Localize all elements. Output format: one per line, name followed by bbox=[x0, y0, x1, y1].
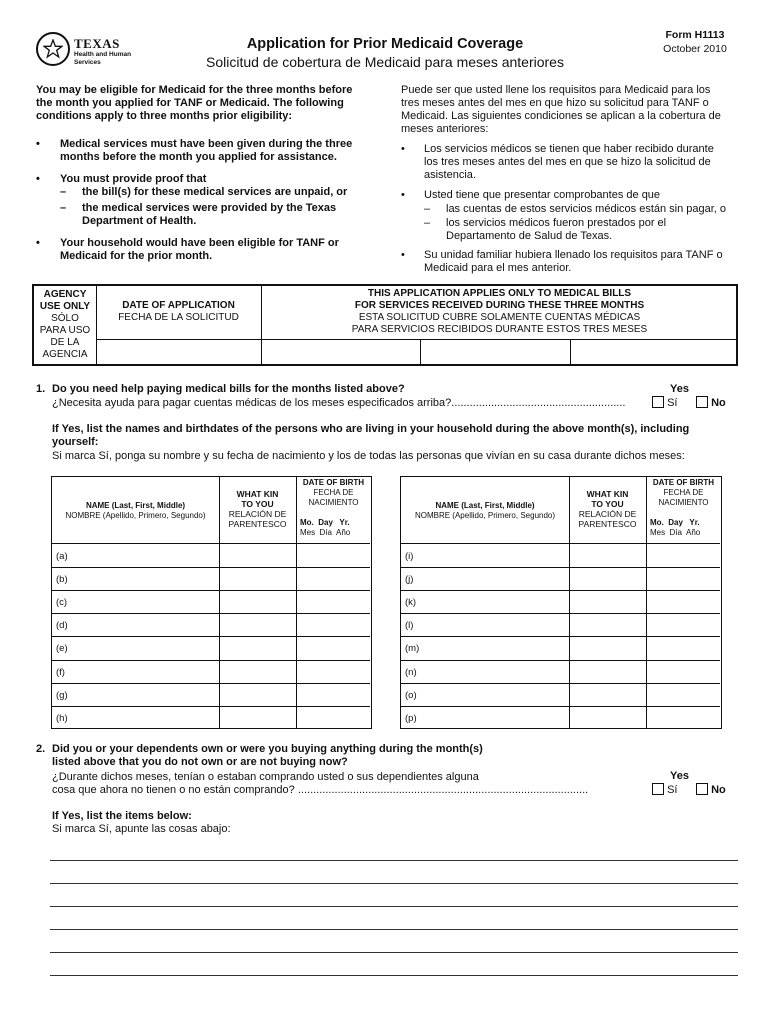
table-row[interactable] bbox=[52, 683, 370, 706]
dash-line: Department of Health. bbox=[82, 215, 197, 227]
table-row[interactable] bbox=[401, 683, 720, 706]
q2-yes-option bbox=[652, 783, 677, 797]
no-label: No bbox=[711, 784, 726, 796]
date-of-application-field[interactable] bbox=[98, 341, 259, 365]
table-row[interactable] bbox=[52, 544, 370, 567]
table-row[interactable] bbox=[52, 590, 370, 613]
form-date: October 2010 bbox=[663, 43, 727, 55]
bullet-dot-icon: • bbox=[36, 138, 40, 150]
bullet-line: asistencia. bbox=[424, 169, 476, 181]
bullet-dot-icon: • bbox=[401, 143, 405, 155]
row-letter-label: (f) bbox=[56, 666, 65, 678]
question-1-spanish: ¿Necesita ayuda para pagar cuentas médicas de los meses especificados arriba?......................................................... bbox=[52, 397, 626, 409]
bullet-line: los tres meses antes del mes en que se hizo la solicitud de bbox=[424, 156, 711, 168]
intro-paragraph-english bbox=[36, 84, 386, 123]
table-row[interactable] bbox=[52, 567, 370, 590]
items-write-line[interactable] bbox=[50, 860, 738, 861]
label-line: ESTA SOLICITUD CUBRE SOLAMENTE CUENTAS MÉDICAS bbox=[358, 312, 641, 323]
question-line: ¿Durante dichos meses, tenían o estaban comprando usted o sus dependientes alguna bbox=[52, 771, 479, 783]
table-row[interactable] bbox=[52, 660, 370, 683]
intro-line: conditions apply to three months prior eligibility: bbox=[36, 110, 293, 122]
q2-yes-checkbox[interactable] bbox=[652, 783, 664, 795]
bullet-dot-icon: • bbox=[401, 249, 405, 261]
dash-icon: – bbox=[424, 203, 431, 215]
agency-use-only-label bbox=[34, 289, 96, 313]
q1-ifyes-spanish: Si marca Sí, ponga su nombre y su fecha de nacimiento y los de todas las personas que vivían en su casa durante dichos meses: bbox=[52, 450, 685, 462]
dash-icon: – bbox=[60, 186, 67, 198]
label-line: USE ONLY bbox=[39, 301, 91, 312]
q1-yes-option bbox=[652, 396, 677, 410]
bullet-line: Medicaid for the prior month. bbox=[60, 250, 213, 262]
nombre-header: NOMBRE (Apellido, Primero, Segundo) bbox=[65, 511, 206, 520]
household-table-right bbox=[400, 476, 722, 729]
intro-line: the month you applied for TANF or Medicaid. The following bbox=[36, 97, 344, 109]
dash-line: Departamento de Salud de Texas. bbox=[446, 230, 613, 242]
table-divider bbox=[96, 286, 97, 366]
intro-bullet-3-spanish bbox=[424, 249, 744, 275]
table-row[interactable] bbox=[401, 706, 720, 729]
table-row[interactable] bbox=[401, 660, 720, 683]
q2-no-checkbox[interactable] bbox=[696, 783, 708, 795]
instruction-line: If Yes, list the names and birthdates of the persons who are living in your household during the above month(s), including bbox=[52, 423, 690, 435]
row-letter-label: (m) bbox=[405, 643, 420, 655]
items-write-line[interactable] bbox=[50, 906, 738, 907]
question-1-english: Do you need help paying medical bills for the months listed above? bbox=[52, 383, 405, 395]
bullet-line: Medical services must have been given during the three bbox=[60, 138, 353, 150]
row-letter-label: (b) bbox=[56, 574, 68, 586]
header-line: TO YOU bbox=[241, 499, 274, 509]
name-header: NAME (Last, First, Middle) bbox=[435, 501, 535, 510]
intro-bullet-1-english bbox=[60, 138, 390, 164]
month-1-field[interactable] bbox=[263, 341, 419, 365]
row-letter-label: (c) bbox=[56, 597, 68, 609]
table-row[interactable] bbox=[401, 590, 720, 613]
items-write-line[interactable] bbox=[50, 975, 738, 976]
row-letter-label: (j) bbox=[405, 574, 414, 586]
intro-dash-1-english: the bill(s) for these medical services are unpaid, or bbox=[82, 186, 348, 198]
logo-texas-text: TEXAS bbox=[74, 36, 120, 51]
label-line: PARA USO bbox=[39, 325, 91, 336]
fecha-nacimiento-header bbox=[646, 488, 721, 508]
date-of-application-label: DATE OF APPLICATION bbox=[122, 300, 235, 311]
intro-dash-2-spanish bbox=[446, 217, 666, 243]
bullet-line: months before the month you applied for assistance. bbox=[60, 151, 337, 163]
nombre-header: NOMBRE (Apellido, Primero, Segundo) bbox=[414, 511, 556, 520]
row-letter-label: (l) bbox=[405, 620, 414, 632]
bullet-dot-icon: • bbox=[401, 189, 405, 201]
question-2-number: 2. bbox=[36, 743, 46, 755]
row-letter-label: (o) bbox=[405, 689, 417, 701]
month-2-field[interactable] bbox=[422, 341, 569, 365]
header-line: FECHA DE bbox=[663, 488, 704, 497]
row-letter-label: (d) bbox=[56, 620, 68, 632]
dob-header: DATE OF BIRTH bbox=[652, 478, 715, 487]
intro-bullet-2-spanish: Usted tiene que presentar comprobantes de que bbox=[424, 189, 661, 201]
bullet-line: Medicaid para el mes anterior. bbox=[424, 262, 572, 274]
q2-ifyes-spanish: Si marca Sí, apunte las cosas abajo: bbox=[52, 823, 231, 835]
bullet-dot-icon: • bbox=[36, 173, 40, 185]
row-letter-label: (e) bbox=[56, 643, 68, 655]
row-letter-label: (g) bbox=[56, 689, 68, 701]
table-row[interactable] bbox=[401, 613, 720, 636]
table-row[interactable] bbox=[401, 636, 720, 659]
bullet-line: Su unidad familiar hubiera llenado los requisitos para TANF o bbox=[424, 249, 723, 261]
header-line: NACIMIENTO bbox=[308, 498, 359, 507]
header-line: WHAT KIN bbox=[586, 489, 629, 499]
bullet-line: Your household would have been eligible for TANF or bbox=[60, 237, 339, 249]
items-write-line[interactable] bbox=[50, 952, 738, 953]
q1-yes-checkbox[interactable] bbox=[652, 396, 664, 408]
si-label: Sí bbox=[667, 397, 678, 409]
label-line: THIS APPLICATION APPLIES ONLY TO MEDICAL BILLS bbox=[367, 288, 632, 299]
items-write-line[interactable] bbox=[50, 883, 738, 884]
q2-ifyes-english: If Yes, list the items below: bbox=[52, 810, 192, 822]
row-letter-label: (n) bbox=[405, 666, 417, 678]
dob-header: DATE OF BIRTH bbox=[302, 478, 365, 487]
label-line: FOR SERVICES RECEIVED DURING THESE THREE MONTHS bbox=[354, 300, 645, 311]
dash-icon: – bbox=[60, 202, 67, 214]
question-2-spanish bbox=[52, 771, 652, 797]
dob-columns-spanish: Mes Día Año bbox=[300, 528, 351, 537]
dob-columns-english: Mo. Day Yr. bbox=[300, 518, 350, 527]
fecha-nacimiento-header bbox=[296, 488, 371, 508]
intro-line: Puede ser que usted llene los requisitos para Medicaid para los bbox=[401, 84, 711, 96]
dash-line: the medical services were provided by the Texas bbox=[82, 202, 337, 214]
yes-label: Yes bbox=[670, 383, 689, 395]
row-letter-label: (h) bbox=[56, 712, 68, 724]
kin-header bbox=[219, 489, 296, 509]
table-row[interactable] bbox=[52, 706, 370, 729]
header-line: WHAT KIN bbox=[236, 489, 279, 499]
fecha-solicitud-label: FECHA DE LA SOLICITUD bbox=[118, 312, 239, 323]
table-divider bbox=[570, 339, 571, 366]
solo-para-uso-label bbox=[34, 313, 96, 361]
question-line: listed above that you do not own or are not buying now? bbox=[52, 756, 348, 768]
si-label: Sí bbox=[667, 784, 678, 796]
header-line: PARENTESCO bbox=[578, 519, 637, 529]
table-divider bbox=[96, 339, 738, 340]
question-line: Did you or your dependents own or were you buying anything during the month(s) bbox=[52, 743, 483, 755]
cubre-solamente-label bbox=[261, 312, 738, 336]
intro-dash-1-spanish: las cuentas de estos servicios médicos están sin pagar, o bbox=[446, 203, 727, 215]
form-number: Form H1113 bbox=[665, 29, 725, 41]
row-letter-label: (i) bbox=[405, 551, 414, 562]
intro-line: You may be eligible for Medicaid for the three months before bbox=[36, 84, 353, 96]
kin-header bbox=[569, 489, 646, 509]
row-letter-label: (k) bbox=[405, 597, 417, 609]
no-label: No bbox=[711, 397, 726, 409]
intro-line: Medicaid. Las siguientes condiciones se aplican a la cobertura de bbox=[401, 110, 721, 122]
dob-columns-english: Mo. Day Yr. bbox=[650, 518, 700, 527]
household-table-left bbox=[51, 476, 372, 729]
label-line: DE LA bbox=[50, 337, 80, 348]
intro-dash-2-english bbox=[82, 202, 336, 228]
instruction-line: yourself: bbox=[52, 436, 99, 448]
dash-line: los servicios médicos fueron prestados por el bbox=[446, 217, 667, 229]
header-line: TO YOU bbox=[591, 499, 624, 509]
month-3-field[interactable] bbox=[572, 341, 737, 365]
header-line: NACIMIENTO bbox=[658, 498, 709, 507]
header-line: RELACIÓN DE bbox=[578, 509, 637, 519]
q2-no-option bbox=[696, 783, 726, 797]
question-line: cosa que ahora no tienen o no están comprando? ............................................................................................... bbox=[52, 784, 589, 796]
row-letter-label: (p) bbox=[405, 712, 417, 724]
label-line: SÓLO bbox=[51, 313, 79, 324]
form-title-spanish: Solicitud de cobertura de Medicaid para meses anteriores bbox=[206, 54, 564, 70]
label-line: AGENCY bbox=[43, 289, 87, 300]
applies-only-label bbox=[261, 288, 738, 312]
yes-label: Yes bbox=[670, 770, 689, 782]
intro-bullet-3-english bbox=[60, 237, 390, 263]
logo-subtext: Health and Human Services bbox=[74, 51, 132, 66]
label-line: PARA SERVICIOS RECIBIDOS DURANTE ESTOS TRES MESES bbox=[351, 324, 648, 335]
intro-paragraph-spanish bbox=[401, 84, 741, 136]
intro-bullet-2-english: You must provide proof that bbox=[60, 173, 207, 185]
row-letter-label: (a) bbox=[56, 551, 68, 562]
table-row[interactable] bbox=[52, 613, 370, 636]
q1-ifyes-english bbox=[52, 423, 742, 449]
items-write-line[interactable] bbox=[50, 929, 738, 930]
table-row[interactable] bbox=[401, 567, 720, 590]
header-line: RELACIÓN DE bbox=[228, 509, 287, 519]
name-header: NAME (Last, First, Middle) bbox=[85, 501, 186, 510]
form-title-english: Application for Prior Medicaid Coverage bbox=[246, 36, 524, 52]
dash-icon: – bbox=[424, 217, 431, 229]
header-line: PARENTESCO bbox=[228, 519, 287, 529]
label-line: AGENCIA bbox=[42, 349, 88, 360]
q1-no-option bbox=[696, 396, 726, 410]
dob-columns-spanish: Mes Día Año bbox=[650, 528, 701, 537]
intro-bullet-1-spanish bbox=[424, 143, 744, 182]
bullet-line: Los servicios médicos se tienen que haber recibido durante bbox=[424, 143, 714, 155]
table-row[interactable] bbox=[401, 544, 720, 567]
intro-line: tres meses antes del mes en que hizo su solicitud para TANF o bbox=[401, 97, 709, 109]
header-line: FECHA DE bbox=[313, 488, 354, 497]
table-row[interactable] bbox=[52, 636, 370, 659]
agency-use-table bbox=[32, 284, 738, 366]
parentesco-header bbox=[219, 509, 296, 529]
question-1-number: 1. bbox=[36, 383, 46, 395]
intro-line: meses anteriores: bbox=[401, 123, 489, 135]
parentesco-header bbox=[569, 509, 646, 529]
table-divider bbox=[420, 339, 421, 366]
question-2-english bbox=[52, 743, 652, 769]
q1-no-checkbox[interactable] bbox=[696, 396, 708, 408]
bullet-dot-icon: • bbox=[36, 237, 40, 249]
